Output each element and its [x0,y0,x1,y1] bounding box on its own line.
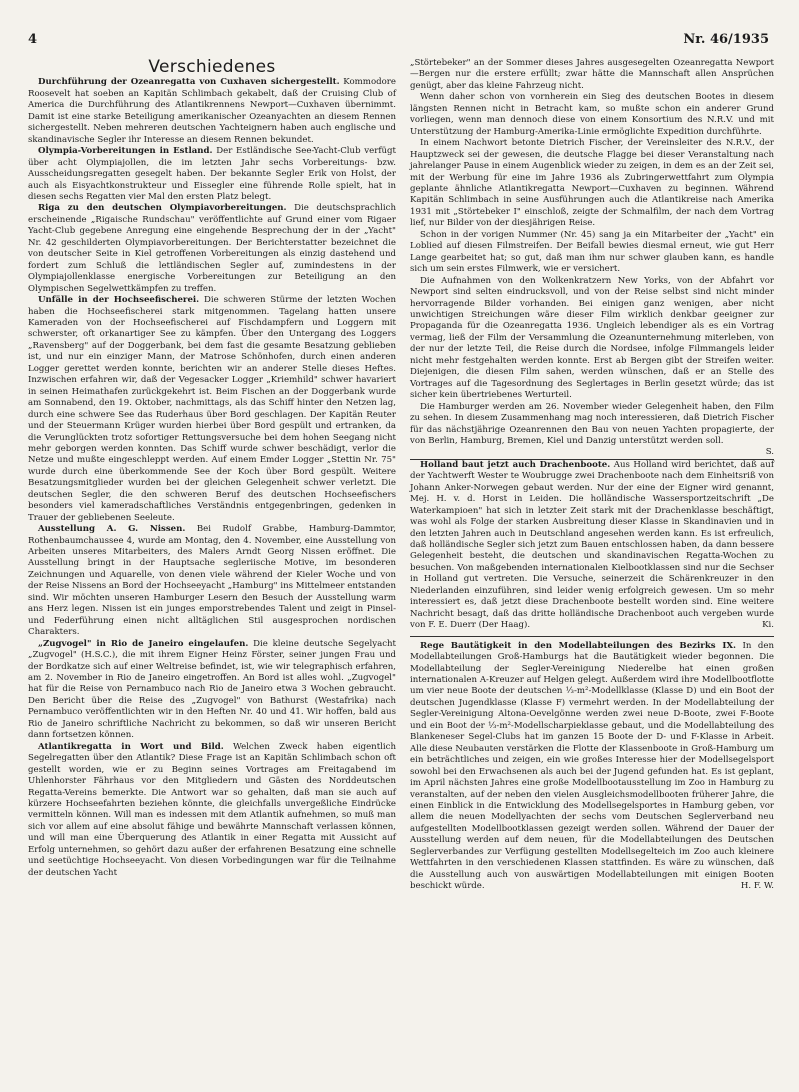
divider [410,636,774,637]
article-heading: Riga zu den deutschen Olympiavorbereitungen. [38,203,287,214]
article-heading: Atlantikregatta in Wort und Bild. [38,741,224,752]
right-column [410,58,774,893]
article-paragraph [410,641,774,893]
article-paragraph [28,524,396,639]
article-text: Aus Holland wird berichtet, daß auf der Yachtwerft Wester te Woubrugge zwei Drachenboote nach dem Einheitsriß von Johann Anker-Norwegen gebaut werden. Nur der eine der Eigner wird genannt, Mej. H. v. d. Horst in Leiden. Die holländische Wassersportzeitschrift „De Waterkampioen" hat sich in letzter Zeit stark mit der Drachenklasse beschäftigt, was wohl als Folge der starken Ausbreitung dieser Klasse in Skandinavien und in den letzten Jahren auch in Deutschland angesehen werden kann. Es ist erfreulich, daß holländische Segler sich jetzt zum Bauen entschlossen haben, da dann bessere Gelegenheit besteht, die deutschen und skandinavischen Regatta-Wochen zu besuchen. Von maßgebenden internationalen Kielbootklassen sind nur die Sechser in Holland gut vertreten. Die Versuche, seinerzeit die Schärenkreuzer in den Niederlanden einzuführen, sind leider wenig erfolgreich gewesen. Um so mehr interessiert es, daß jetzt diese Drachenboote bestellt worden sind. Eine weitere Nachricht besagt, daß das dritte holländische Drachenboot auch vergeben wurde von F. E. Duerr (Der Haag). [410,459,775,631]
article-heading: Holland baut jetzt auch Drachenboote. [420,459,611,470]
article-heading: Ausstellung A. G. Nissen. [38,524,186,535]
article [28,295,396,524]
article-heading: Olympia-Vorbereitungen in Estland. [38,146,213,157]
article-paragraph: Wenn daher schon von vornherein ein Sieg des deutschen Bootes in diesem längsten Rennen nicht in Betracht kam, so mußte schon ein anderer Grund vorliegen, wenn man dennoch diese von einem Konsortium des N.R.V. und mit Unterstützung der Hamburg-Amerika-Linie ermöglichte Expedition durchführte. [410,92,774,137]
issue-number: Nr. 46/1935 [683,32,769,47]
article [28,742,396,879]
article-paragraph: Schon in der vorigen Nummer (Nr. 45) sang ja ein Mitarbeiter der „Yacht" ein Loblied auf diesen Filmstreifen. Der Beifall bewies diesmal erneut, wie gut Herr Lange gearbeitet hat; so gut, daß man ihm nur schwer glauben kann, es handle sich um sein erstes Filmwerk, wie er versichert. [410,229,774,275]
article-text: In den Modellabteilungen Groß-Hamburgs hat die Bautätigkeit wieder begonnen. Die Modellabteilung der Segler-Vereinigung Niederelbe hat einen großen internationalen A-Kreuzer auf Helgen gelegt. Außerdem wird ihre Modellbootflotte um vier neue Boote der deutschen ⅓-m²-Modellklasse (Klasse D) und ein Boot der deutschen Jugendklasse (Klasse F) vermehrt werden. In der Modellabteilung der Segler-Vereinigung Altona-Oevelgönne werden zwei neue D-Boote, zwei F-Boote und ein Boot der ⅓-m²-Modellscharpieklasse gebaut, und die Modellabteilung des Blankeneser Segel-Clubs hat im ganzen 15 Boote der D- und F-Klasse in Arbeit. Alle diese Neubauten verstärken die Flotte der Klassenboote in Groß-Hamburg um ein beträchtliches und zeigen, ein wie großes Interesse hier der Modellsegelsport sowohl bei den Erwachsenen als auch bei der Jugend gefunden hat. Es ist geplant, im April nächsten Jahres eine große Modellbootausstellung im Zoo in Hamburg zu veranstalten, auf der neben den vielen Ausgleichsmodellbooten früherer Jahre, die einen Einblick in die Entwicklung des Modellsegelsportes in Hamburg geben, vor allem die neuen Modellyachten der sechs vom Deutschen Seglerverband neu aufgestellten Modellbootklassen gezeigt werden sollen. Während der Dauer der Ausstellung werden auf dem neuen, für die Modellabteilungen des Deutschen Seglerverbandes zur Verfügung gestellten Modellsegelteich im Zoo auch kleinere Wettfahrten in den verschiedenen Klassen stattfinden. Es wäre zu wünschen, daß die Ausstellung auch von auswärtigen Modellabteilungen mit einigen Booten beschickt würde. [410,640,774,892]
article [28,77,396,146]
section-title: Verschiedenes [148,57,276,77]
article-paragraph [28,639,396,742]
article [28,146,396,203]
article [410,460,774,632]
article-paragraph: In einem Nachwort betonte Dietrich Fischer, der Vereinsleiter des N.R.V., der Hauptzweck sei der gewesen, die deutsche Flagge bei dieser Veranstaltung nach jahrelanger Pause in einem Augenblick wieder zu zeigen, in dem es an der Zeit sei, mit der Werbung für eine im Jahre 1936 als Zubringerwettfahrt zum Olympia geplante ähnliche Atlantikregatta Newport—Cuxhaven zu beginnen. Während Kapitän Schlimbach in seine Ausführungen auch die Atlantikreise nach Amerika 1931 mit „Störtebeker I" einschloß, zeigte der Schmalfilm, der nach dem Vortrag lief, nur Bilder von der diesjährigen Reise. [410,138,774,229]
article [28,524,396,639]
article-text: Kommodore Roosevelt hat soeben an Kapitän Schlimbach gekabelt, daß der Cruising Club of America die Durchführung des Atlantikrennens Newport—Cuxhaven übernimmt. Damit ist eine starke Beteiligung amerikanischer Ozeanyachten an diesem Rennen sichergestellt. Neben mehreren deutschen Yachteignern haben auch englische und skandinavische Segler ihr Interesse an diesem Rennen bekundet. [28,77,396,145]
left-column [28,57,397,879]
article-paragraph: „Störtebeker" an der Sommer dieses Jahres ausgesegelten Ozeanregatta Newport—Bergen nur die erstere erfüllt; zwar hätte die Mannschaft allen Ansprüchen genügt, aber das kleine Fahrzeug nicht. [410,58,774,91]
article-text: Bei Rudolf Grabbe, Hamburg-Dammtor, Rothenbaumchaussee 4, wurde am Montag, den 4. November, eine Ausstellung von Arbeiten unseres Mitarbeiters, des Malers Arndt Georg Nissen eröffnet. Die Ausstellung bringt in der Hauptsache segleriische Motive, im besonderen Zeichnungen und Aquarelle, von denen viele während der Kieler Woche und von der Reise Nissens an Bord der Hochseeyacht „Hamburg" ins Mittelmeer entstanden sind. Wir möchten unseren Hamburger Lesern den Besuch der Ausstellung warm ans Herz legen. Nissen ist ein junges emporstrebendes Talent und zeigt in Pinsel- und Federführung einen nicht alltäglichen Stil ausgesprochen nordischen Charakters. [28,524,396,638]
article-text: Die deutschsprachlich erscheinende „Rigaische Rundschau" veröffentlichte auf Grund einer vom Rigaer Yacht-Club gegebene Anregung eine eingehende Besprechung der in der „Yacht" Nr. 42 geschilderten Olympiavorbereitungen. Der Berichterstatter bezeichnet die von deutscher Seite in Kiel getroffenen Vorbereitungen als einzig dastehend und fordert zum Schluß die lettländischen Segler auf, zumindestens in der Olympiajollenklasse energische Vorbereitungen zur Beteiligung an den Olympischen Segelwettkämpfen zu treffen. [28,203,397,294]
article [28,639,396,742]
article-paragraph [28,146,396,203]
article-paragraph [28,77,396,146]
signature: S. [765,447,774,458]
article [410,641,774,893]
article-heading: Durchführung der Ozeanregatta von Cuxhaven sichergestellt. [38,77,340,88]
article-continuation [410,58,774,460]
right-articles [410,460,774,893]
page-number: 4 [28,32,38,47]
article-heading: Unfälle in der Hochseefischerei. [38,295,200,306]
article-text: Die schweren Stürme der letzten Wochen haben die Hochseefischerei stark mitgenommen. Tagelang hatten unsere Kameraden von der Hochseefischerei auf Fischdampfern und Loggern mit schwerster, oft orkanartiger See zu kämpfen. Über den Untergang des Loggers „Ravensberg" auf der Doggerbank, bei dem fast die gesamte Besatzung geblieben ist, und nur ein einziger Mann, der Matrose Schönhofen, durch einen anderen Logger gerettet werden konnte, berichten wir an anderer Stelle dieses Heftes. Inzwischen erfahren wir, daß der Vegesacker Logger „Kriemhild" schwer havariert in seinen Heimathafen zurückgekehrt ist. Beim Fischen an der Doggerbank wurde am Sonnabend, den 19. Oktober, nachmittags, als das Schiff hinter den Netzen lag, durch eine schwere See das Ruderhaus über Bord geschlagen. Der Kapitän Reuter und der Steuermann Krüger wurden hierbei über Bord gespült und ertranken, da die Verunglückten trotz sofortiger Rettungsversuche bei dem hohen Seegang nicht mehr geborgen werden konnten. Das Schiff wurde schwer beschädigt, verlor die Netze und mußte eingeschleppt werden. Auf einem Emder Logger „Stettin Nr. 75" wurde durch eine überkommende See der Koch über Bord gespült. Weitere Besatzungsmitglieder wurden bei der gleichen Gelegenheit schwer verletzt. Die deutschen Segler, die den schweren Beruf des deutschen Hochseefischers besonders viel kameradschaftliches Verständnis entgegenbringen, gedenken in Trauer der gebliebenen Seeleute. [28,295,396,523]
article-heading: „Zugvogel" in Rio de Janeiro eingelaufen. [38,638,249,649]
signature: Ki. [762,620,774,631]
article-paragraph [28,203,396,295]
article-paragraph [410,460,774,632]
article-paragraph [28,742,396,879]
article-text: Welchen Zweck haben eigentlich Segelregatten über den Atlantik? Diese Frage ist an Kapitän Schlimbach schon oft gestellt worden, wie er zu Beginn seines Vortrages am Freitagabend im Uhlenhorster Fährhaus vor den Mitgliedern und Gästen des Norddeutschen Regatta-Vereins bemerkte. Die Antwort war so gehalten, daß man sie auch auf kürzere Hochseefahrten beziehen könnte, die gleichfalls unvergeßliche Eindrücke vermitteln können. Will man es indessen mit dem Atlantik aufnehmen, so muß man sich vor allem auf eine absolut fähige und bewährte Mannschaft verlassen können, und will man eine Überquerung des Atlantik in einer Regatta mit Aussicht auf Erfolg unternehmen, so gehört dazu außer der erfahrenen Besatzung eine schnelle und seetüchtige Hochseeyacht. Von diesen Vorbedingungen war für die Teilnahme der deutschen Yacht [28,741,396,878]
article-text: Die kleine deutsche Segelyacht „Zugvogel" (H.S.C.), die mit ihrem Eigner Heinz Förster, seiner jungen Frau und der Bordkatze sich auf einer Weltreise befindet, ist, wie wir telegraphisch erfahren, am 2. November in Rio de Janeiro eingetroffen. An Bord ist alles wohl. „Zugvogel" hat für die Reise von Pernambuco nach Rio de Janeiro etwa 3 Wochen gebraucht. Den Bericht über die Reise des „Zugvogel" von Bathurst (Westafrika) nach Pernambuco veröffentlichten wir in den Heften Nr. 40 und 41. Wir hoffen, bald aus Rio de Janeiro schriftliche Nachricht zu bekommen, so daß wir unseren Bericht dann fortsetzen können. [28,638,396,741]
article-paragraph [28,295,396,524]
article-text: Der Estländische See-Yacht-Club verfügt über acht Olympiajollen, die im letzten Jahr sechs Vorbereitungs- bzw. Ausscheidungsregatten gesegelt haben. Der bekannte Segler Erik von Holst, der auch als Eisyachtkonstrukteur und Eissegler eine führende Rolle spielt, hat in diesen sechs Regatten vier Mal den ersten Platz belegt. [28,146,397,202]
signature: H. F. W. [740,881,774,892]
article-paragraph: Die Hamburger werden am 26. November wieder Gelegenheit haben, den Film zu sehen. In diesem Zusammenhang mag noch interessieren, daß Dietrich Fischer für das nächstjährige Ozeanrennen den Bau von neuen Yachten propagierte, der von Berlin, Hamburg, Bremen, Kiel und Danzig unterstützt werden soll. [410,401,774,446]
article-heading: Rege Bautätigkeit in den Modellabteilungen des Bezirks IX. [420,640,737,651]
article [28,203,396,295]
article-paragraph: Die Aufnahmen von den Wolkenkratzern New Yorks, von der Abfahrt vor Newport sind selten eindrucksvoll, und von der Reise selbst sind nicht minder hervorragende Bilder vorhanden. Bei einigen ganz wenigen, aber nicht unwichtigen Streichungen wäre dieser Film wirklich denkbar geeigner zur Propaganda für die Ozeanregatta 1936. Ungleich lebendiger als es ein Vortrag vermag, ließ der Film der Versammlung die Ozeanunternehmung miterleben, von der nur der letzte Teil, die Reise durch die Nordsee, infolge Filmmangels leider nicht mehr festgehalten werden konnte. Erst ab Bergen gibt der Streifen weiter. Diejenigen, die diesen Film sahen, werden wünschen, daß er an Stelle des Vortrages auf die Tagesordnung des Seglertages in Berlin gesetzt würde; das ist sicher kein übertriebenes Werturteil. [410,275,774,401]
left-articles [28,77,396,879]
